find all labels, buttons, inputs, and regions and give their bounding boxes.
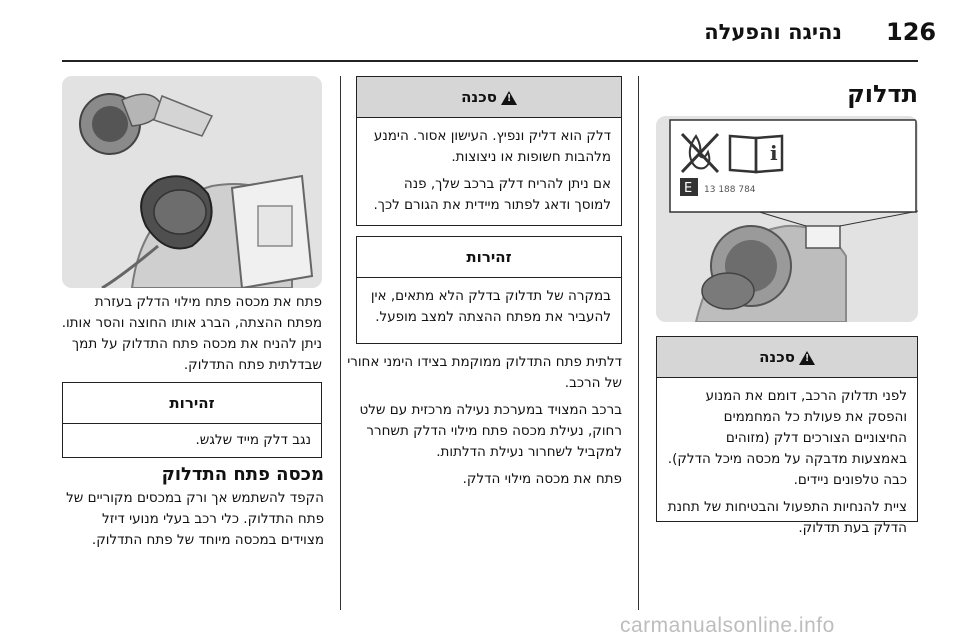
watermark: carmanualsonline.info [620,614,835,637]
danger-box-right-title: סכנה [759,348,795,366]
warning-box-mid-body: במקרה של תדלוק בדלק הלא מתאים, אין להעביר את מפתח ההצתה למצב מופעל. [370,288,611,325]
danger-box-mid [356,76,622,226]
danger-box-right-body [657,378,917,547]
danger-box-right-paragraph: ציית להנחיות התפעול והבטיחות של תחנת הדלק בעת תדלוק. [667,499,907,536]
fuel-cap-figure [62,76,322,288]
left-column-text: פתח את מכסה פתח מילוי הדלק בעזרת מפתח ההצתה, הברג אותו החוצה והסר אותו. ניתן להניח את מכסה פתח התדלוק על תמך שבדלתית פתח התדלוק. [61,294,322,373]
warning-triangle-icon [501,91,517,105]
fuel-type-letter: E [684,181,693,196]
svg-text:i: i [770,141,778,165]
column-divider-right [638,76,639,610]
mid-paragraph: ברכב המצויד במערכת נעילה מרכזית עם שלט רחוק, נעילת מכסה פתח מילוי הדלק תשחרר למקביל לשחרור נעילת הדלתות. [359,402,622,460]
fuel-door-label-illustration [656,116,918,322]
warning-box-mid-header: זהירות [357,237,621,278]
column-divider-left [340,76,341,610]
danger-box-mid-paragraph: דלק הוא דליק ונפיץ. העישון אסור. הימנע מלהבות חשופות או ניצוצות. [373,128,611,165]
mid-paragraph: דלתית פתח התדלוק ממוקמת בצידו הימני אחורי של הרכב. [347,354,622,391]
danger-box-mid-body [357,118,621,224]
section-title: תדלוק [847,80,918,108]
warning-box-left-body: נגב דלק מייד שלגש. [195,432,311,448]
warning-triangle-icon [799,351,815,365]
mid-paragraph: פתח את מכסה מילוי הדלק. [462,471,622,487]
danger-box-mid-paragraph: אם ניתן להריח דלק ברכב שלך, פנה למוסך ודאג לפתור מיידית את הגורם לכך. [373,176,611,213]
danger-box-mid-title: סכנה [461,88,497,106]
chapter-title: נהיגה והפעלה [704,20,842,44]
danger-box-right [656,336,918,536]
danger-box-right-paragraph: לפני תדלוק הרכב, דומם את המנוע והפסק את פעולת כל המחממים החיצוניים הצורכים דלק (מזוהים באמצעות מדבקה על מכסה מיכל הדלק). כבה טלפונים ניידים. [667,388,907,488]
warning-box-mid [356,236,622,344]
header-rule [62,60,918,62]
warning-box-left-header: זהירות [63,383,321,424]
page-number: 126 [886,18,937,46]
fuel-cap-subsection-title: מכסה פתח התדלוק [161,464,324,485]
fuel-cap-illustration [62,76,322,288]
fuel-door-label-figure [656,116,918,322]
figure-code: 13 188 784 [704,185,756,195]
danger-box-right-header [657,337,917,378]
mid-column-text [346,352,622,496]
fuel-cap-subsection-text: הקפד להשתמש אך ורק במכסים מקוריים של פתח התדלוק. כלי רכב בעלי מנועי דיזל מצוידים במכסה מיוחד של פתח התדלוק. [66,490,324,548]
warning-box-left [62,382,322,458]
danger-box-mid-header [357,77,621,118]
